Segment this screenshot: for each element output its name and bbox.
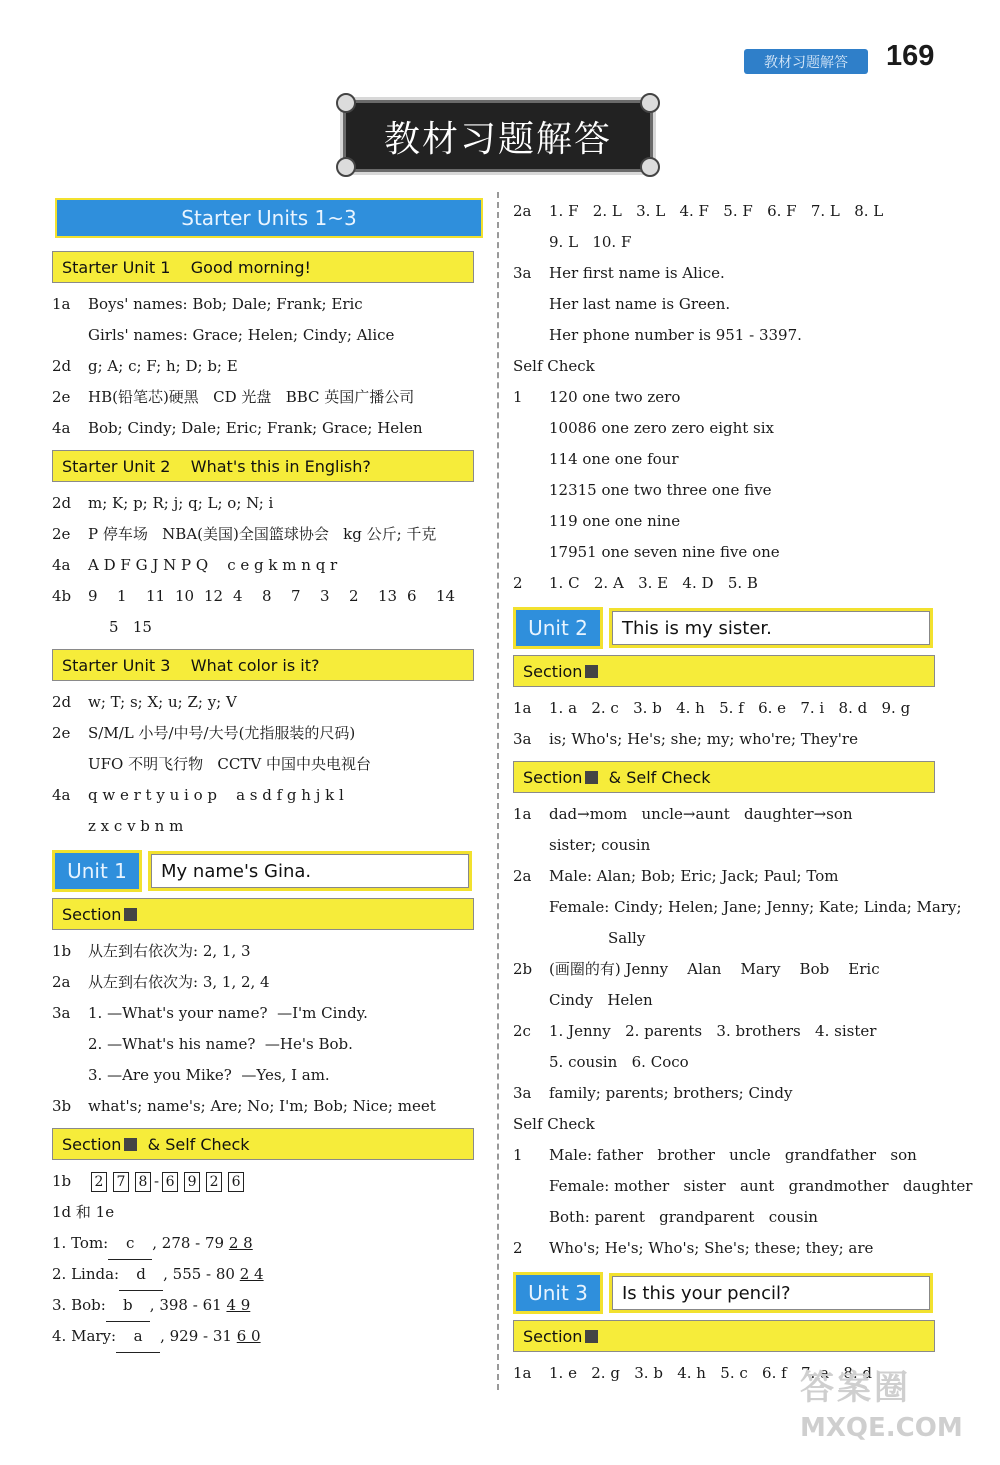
sequence-number: 6: [407, 587, 417, 605]
answer-text: 9. L 10. F: [549, 233, 632, 251]
answer-label: 2a: [513, 867, 532, 885]
watermark-logo: [800, 1360, 990, 1460]
answer-line: 5 15: [109, 618, 152, 636]
sequence-number: 9: [88, 587, 98, 605]
answer-text: g; A; c; F; h; D; b; E: [88, 357, 238, 375]
answer-line: [52, 289, 502, 320]
answer-label: 1: [513, 1146, 523, 1164]
answer-text: (画圈的有) Jenny Alan Mary Bob Eric: [549, 960, 880, 978]
answer-text: 3. —Are you Mike? —Yes, I am.: [88, 1066, 330, 1084]
answer-line: [513, 1233, 943, 1264]
answer-line: [513, 830, 943, 861]
phone-blank: d: [119, 1259, 163, 1291]
answer-label: 2e: [52, 525, 71, 543]
answer-text: Girls' names: Grace; Helen; Cindy; Alice: [88, 326, 395, 344]
sequence-number: 10: [175, 587, 195, 605]
answer-label: 1a: [513, 699, 532, 717]
unit-2-section-b-answers: [513, 799, 962, 1109]
answer-text: Her first name is Alice.: [549, 264, 725, 282]
answer-line-1b: [52, 1166, 502, 1197]
answer-text: Boys' names: Bob; Dale; Frank; Eric: [88, 295, 363, 313]
unit-2-section-a-header: [513, 655, 935, 687]
unit-2-section-a-answers: [513, 693, 943, 755]
answer-label: 3a: [513, 1084, 532, 1102]
answer-line: [513, 413, 943, 444]
answer-text: w; T; s; X; u; Z; y; V: [88, 693, 237, 711]
phone-blank: a: [116, 1321, 160, 1353]
answer-text: 1. —What's your name? —I'm Cindy.: [88, 1004, 368, 1022]
answer-line: [513, 693, 943, 724]
self-check-answers: [513, 1140, 973, 1264]
answer-text: 从左到右依次为: 2, 1, 3: [88, 942, 251, 960]
answer-text: UFO 不明飞行物 CCTV 中国中央电视台: [88, 755, 371, 773]
sequence-number: 13: [378, 587, 398, 605]
answer-text: m; K; p; R; j; q; L; o; N; i: [88, 494, 274, 512]
answer-text: family; parents; brothers; Cindy: [549, 1084, 793, 1102]
answer-line: [52, 488, 502, 519]
answer-label: 2a: [52, 973, 71, 991]
unit-1-section-b-header: [52, 1128, 474, 1160]
answer-line: [513, 258, 943, 289]
section-label: Section: [62, 1134, 122, 1154]
sequence-number: 12: [204, 587, 224, 605]
page-title-text: 教材习题解答: [383, 118, 612, 160]
phone-blank: b: [106, 1290, 150, 1322]
answer-line: [52, 550, 502, 581]
answer-label: 1a: [513, 1364, 532, 1382]
answer-label: 2d: [52, 494, 72, 512]
answer-line: [52, 519, 502, 550]
phone-row: [52, 1290, 502, 1321]
sequence-number: 11: [146, 587, 166, 605]
digit-box: 2: [91, 1172, 107, 1192]
answer-label: 2e: [52, 724, 71, 742]
answer-line: [513, 475, 943, 506]
answer-label: 2: [513, 574, 523, 592]
section-label: Section: [523, 1326, 583, 1346]
answer-label: 3a: [513, 730, 532, 748]
answer-label: 3b: [52, 1097, 72, 1115]
answer-line: [52, 967, 502, 998]
section-suffix: & Self Check: [147, 1134, 250, 1154]
digit-box: 6: [162, 1172, 178, 1192]
phone-name: 2. Linda:: [52, 1265, 120, 1283]
sequence-number: 8: [262, 587, 272, 605]
answer-text: Male: father brother uncle grandfather son: [549, 1146, 917, 1164]
answer-text: 114 one one four: [549, 450, 679, 468]
answer-line: [513, 382, 943, 413]
answer-text: Who's; He's; Who's; She's; these; they; are: [549, 1239, 874, 1257]
section-letter-icon: [585, 1330, 598, 1343]
digit-box: 2: [206, 1172, 222, 1192]
answer-line: [52, 998, 502, 1029]
answer-text: what's; name's; Are; No; I'm; Bob; Nice; meet: [88, 1097, 436, 1115]
answer-line: [513, 954, 943, 985]
answer-label: 1: [513, 388, 523, 406]
answer-line: [513, 1078, 943, 1109]
digit-box: 8: [135, 1172, 151, 1192]
answer-label: 1a: [513, 805, 532, 823]
answer-line: [513, 923, 943, 954]
answer-line: [52, 811, 502, 842]
answer-line: [513, 1016, 943, 1047]
digit-box: 7: [113, 1172, 129, 1192]
phone-number: , 278 - 79: [152, 1234, 229, 1252]
answer-text: q w e r t y u i o p a s d f g h j k l: [88, 786, 344, 804]
answer-label: 2c: [513, 1022, 531, 1040]
answer-line: [513, 1171, 973, 1202]
phone-number: , 398 - 61: [149, 1296, 227, 1314]
answer-text: dad→mom uncle→aunt daughter→son: [549, 805, 853, 823]
answer-text: 17951 one seven nine five one: [549, 543, 780, 561]
bolt-icon: [640, 93, 660, 113]
unit-3-title: Is this your pencil?: [609, 1273, 933, 1313]
unit-3-section-a-header: [513, 1320, 935, 1352]
dash: -: [154, 1172, 160, 1190]
unit-1-title: My name's Gina.: [148, 851, 472, 891]
answer-text: 1. C 2. A 3. E 4. D 5. B: [549, 574, 758, 592]
unit-2-tag: Unit 2: [513, 607, 603, 649]
answer-text: Cindy Helen: [549, 991, 653, 1009]
answer-text: 5. cousin 6. Coco: [549, 1053, 689, 1071]
starter-unit-1-header: Starter Unit 1 Good morning!: [52, 251, 474, 283]
answer-line: [513, 568, 943, 599]
page-number: 169: [886, 40, 935, 72]
unit-1-tag: Unit 1: [52, 850, 142, 892]
section-label: Section: [523, 661, 583, 681]
answer-line: [513, 799, 943, 830]
phone-number: , 555 - 80: [163, 1265, 240, 1283]
unit-1-section-a-header: [52, 898, 474, 930]
answer-line: [513, 227, 943, 258]
answer-label: 2d: [52, 693, 72, 711]
answer-line: [52, 1060, 502, 1091]
answer-text: 2. —What's his name? —He's Bob.: [88, 1035, 353, 1053]
unit-2-section-b-header: [513, 761, 935, 793]
answer-label: 4a: [52, 786, 71, 804]
unit-2-title: This is my sister.: [609, 608, 933, 648]
answer-text: 120 one two zero: [549, 388, 681, 406]
phone-digits: 4 9: [226, 1296, 251, 1314]
sequence-number: 4: [233, 587, 243, 605]
starter-units-band: Starter Units 1~3: [55, 198, 483, 238]
answer-line: [513, 1202, 943, 1233]
answer-line: [513, 537, 943, 568]
answer-line-4b: [52, 581, 502, 612]
number-sequence: [88, 587, 465, 605]
answer-text: Male: Alan; Bob; Eric; Jack; Paul; Tom: [549, 867, 839, 885]
answer-label: 2e: [52, 388, 71, 406]
answer-line: [52, 1091, 502, 1122]
answer-text: sister; cousin: [549, 836, 651, 854]
phone-row: [52, 1321, 502, 1352]
page-title: [343, 100, 653, 172]
answer-label: 2d: [52, 357, 72, 375]
section-letter-icon: [124, 908, 137, 921]
digit-box: 6: [228, 1172, 244, 1192]
answer-text: 12315 one two three one five: [549, 481, 772, 499]
answer-text: 1. e 2. g 3. b 4. h 5. c 6. f 7. a 8. d: [549, 1364, 873, 1382]
section-suffix: & Self Check: [608, 767, 711, 787]
answer-line: [513, 985, 943, 1016]
answer-text: 1. Jenny 2. parents 3. brothers 4. sister: [549, 1022, 877, 1040]
answer-text: 从左到右依次为: 3, 1, 2, 4: [88, 973, 270, 991]
answer-line: [513, 196, 943, 227]
unit-2-heading: [513, 607, 943, 649]
bolt-icon: [640, 157, 660, 177]
answer-line: [513, 892, 962, 923]
answer-line: [52, 320, 502, 351]
digit-boxes: [88, 1172, 154, 1190]
answer-text: 1. a 2. c 3. b 4. h 5. f 6. e 7. i 8. d 9. g: [549, 699, 911, 717]
starter-unit-2-header: Starter Unit 2 What's this in English?: [52, 450, 474, 482]
phone-digits: 2 8: [228, 1234, 253, 1252]
unit-1-heading: [52, 850, 502, 892]
answer-line: [52, 749, 502, 780]
unit-1-section-a-answers: [52, 936, 502, 1122]
unit-3-heading: [513, 1272, 943, 1314]
answer-line: [513, 444, 943, 475]
starter-unit-3-header: Starter Unit 3 What color is it?: [52, 649, 474, 681]
phone-digits: 2 4: [239, 1265, 264, 1283]
self-check-label: Self Check: [513, 357, 595, 375]
answer-text: P 停车场 NBA(美国)全国篮球协会 kg 公斤; 千克: [88, 525, 437, 543]
answer-text: z x c v b n m: [88, 817, 184, 835]
answer-label: 1b: [52, 1172, 72, 1190]
watermark-text: 答案圈: [800, 1368, 911, 1408]
unit-1-continued-answers: [513, 196, 943, 351]
unit-3-tag: Unit 3: [513, 1272, 603, 1314]
answer-text: S/M/L 小号/中号/大号(尤指服装的尺码): [88, 724, 356, 742]
watermark-url: MXQE.COM: [800, 1413, 963, 1443]
answer-line: [513, 289, 943, 320]
section-letter-icon: [585, 665, 598, 678]
answer-line: [52, 780, 502, 811]
sequence-number: 3: [320, 587, 330, 605]
section-letter-icon: [585, 771, 598, 784]
phone-row: [52, 1228, 502, 1259]
phone-row: [52, 1259, 502, 1290]
answer-line: [513, 724, 943, 755]
answer-line: [52, 687, 502, 718]
answer-line: [513, 1140, 943, 1171]
answer-text: A D F G J N P Q c e g k m n q r: [88, 556, 338, 574]
self-check-label: Self Check: [513, 1115, 595, 1133]
answer-line: [52, 413, 502, 444]
header-tab: 教材习题解答: [744, 49, 868, 74]
answer-text: 10086 one zero zero eight six: [549, 419, 775, 437]
bolt-icon: [336, 93, 356, 113]
answer-text: Her phone number is 951 - 3397.: [549, 326, 802, 344]
starter-unit-1-answers: [52, 289, 502, 444]
starter-unit-3-answers: [52, 687, 502, 842]
answer-line: [52, 351, 502, 382]
answer-text: Bob; Cindy; Dale; Eric; Frank; Grace; Helen: [88, 419, 423, 437]
bolt-icon: [336, 157, 356, 177]
section-label: Section: [62, 904, 122, 924]
answer-text: Female: mother sister aunt grandmother daughter: [549, 1177, 973, 1195]
starter-unit-2-answers: [52, 488, 502, 581]
answer-label: 2a: [513, 202, 532, 220]
answer-label: 4b: [52, 587, 72, 605]
answer-text: Her last name is Green.: [549, 295, 731, 313]
answer-text: Both: parent grandparent cousin: [549, 1208, 818, 1226]
answer-line: [513, 506, 943, 537]
right-column: [513, 196, 973, 1389]
answer-line: [52, 718, 502, 749]
answer-label: 2b: [513, 960, 533, 978]
sequence-number: 1: [117, 587, 127, 605]
sequence-number: 14: [436, 587, 456, 605]
answer-text: is; Who's; He's; she; my; who're; They're: [549, 730, 858, 748]
digit-box: 9: [184, 1172, 200, 1192]
answer-label: 3a: [513, 264, 532, 282]
answer-text: 119 one one nine: [549, 512, 681, 530]
phone-name: 4. Mary:: [52, 1327, 117, 1345]
answer-label: 3a: [52, 1004, 71, 1022]
phone-number-answers: [52, 1228, 502, 1352]
digit-boxes: [159, 1172, 247, 1190]
answer-line: [513, 1047, 943, 1078]
self-check-answers: [513, 382, 943, 599]
answer-line-1d: 1d 和 1e: [52, 1203, 115, 1221]
phone-number: , 929 - 31: [160, 1327, 237, 1345]
answer-text: HB(铅笔芯)硬黑 CD 光盘 BBC 英国广播公司: [88, 388, 415, 406]
answer-text: Female: Cindy; Helen; Jane; Jenny; Kate; Linda; Mary;: [549, 898, 962, 916]
answer-line: [513, 861, 943, 892]
answer-label: 1b: [52, 942, 72, 960]
answer-label: 1a: [52, 295, 71, 313]
answer-line: [52, 382, 502, 413]
phone-name: 1. Tom:: [52, 1234, 109, 1252]
phone-digits: 6 0: [236, 1327, 261, 1345]
answer-text: 1. F 2. L 3. L 4. F 5. F 6. F 7. L 8. L: [549, 202, 884, 220]
answer-line: [513, 320, 943, 351]
answer-label: 4a: [52, 556, 71, 574]
phone-name: 3. Bob:: [52, 1296, 106, 1314]
phone-blank: c: [108, 1228, 152, 1260]
left-column: [52, 198, 502, 1352]
section-label: Section: [523, 767, 583, 787]
sequence-number: 2: [349, 587, 359, 605]
answer-text: Sally: [608, 929, 646, 947]
answer-label: 2: [513, 1239, 523, 1257]
section-letter-icon: [124, 1138, 137, 1151]
answer-line: [52, 1029, 502, 1060]
sequence-number: 7: [291, 587, 301, 605]
answer-label: 4a: [52, 419, 71, 437]
answer-line: [52, 936, 502, 967]
